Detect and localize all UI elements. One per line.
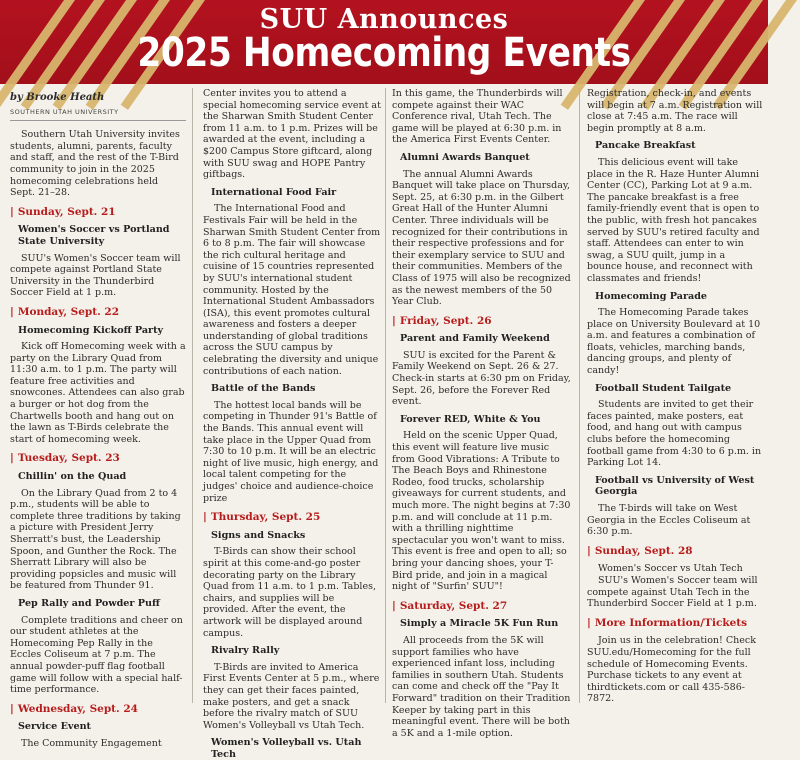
day-heading: | More Information/Tickets xyxy=(587,616,748,629)
day-heading-label: Wednesday, Sept. 24 xyxy=(17,702,138,715)
event-title: Women's Volleyball vs. Utah Tech xyxy=(211,737,362,760)
event-description: The T-birds will take on West Georgia in the Eccles Coliseum at 6:30 p.m. xyxy=(587,503,751,538)
event-title: Homecoming Parade xyxy=(595,290,708,302)
event-title: Alumni Awards Banquet xyxy=(400,151,530,163)
banner-subtitle: SUU Announces xyxy=(259,4,509,35)
event-description: This delicious event will take place in the R. Haze Hunter Alumni Center (CC), Parking Lot at 9 a.m. The pancake breakfast is a free family-friendly event that is open to the public, with fresh hot pancakes served by SUU's retired faculty and staff. Attendees can enter to win swag, a SUU quilt, jump in a bounce house, and reconnect with classmates and friends! xyxy=(587,156,760,284)
day-heading: | Wednesday, Sept. 24 xyxy=(10,702,138,715)
event-title: Service Event xyxy=(18,721,91,733)
column-3 xyxy=(392,88,572,739)
event-description: The International Food and Festivals Fair will be held in the Sharwan Smith Student Center from 6 to 8 p.m. The fair will showcase the rich cultural heritage and cuisine of 15 countries represented by SUU's international student community. Hosted by the International Student Ambassadors (ISA), this event promotes cultural awareness and fosters a deeper understanding of global traditions across the SUU campus by celebrating the diversity and unique contributions of each nation. xyxy=(203,203,381,377)
day-heading-label: Saturday, Sept. 27 xyxy=(399,599,508,612)
event-title: Pancake Breakfast xyxy=(595,140,696,152)
column-divider xyxy=(385,88,386,703)
event-description: SUU's Women's Soccer team will compete against Portland State University in the Thunderbird Soccer Field at 1 p.m. xyxy=(10,252,181,299)
day-heading-label: Tuesday, Sept. 23 xyxy=(17,452,120,465)
event-title: Forever RED, White & You xyxy=(400,413,541,425)
event-title: Signs and Snacks xyxy=(211,529,306,541)
event-title: International Food Fair xyxy=(211,186,337,198)
day-heading-label: Thursday, Sept. 25 xyxy=(210,511,321,524)
event-description: T-Birds are invited to America First Events Center at 5 p.m., where they can get their faces painted, make posters, and get a snack before the rivalry match of SUU Women's Volleyball vs Utah Tech. xyxy=(203,661,380,731)
day-heading-label: Sunday, Sept. 21 xyxy=(17,205,116,218)
event-description: SUU's Women's Soccer team will compete against Utah Tech in the Thunderbird Soccer Field at 1 p.m. xyxy=(587,574,758,610)
day-heading: | Saturday, Sept. 27 xyxy=(392,599,508,612)
byline: by Brooke Heath xyxy=(10,92,105,103)
event-title: Parent and Family Weekend xyxy=(400,333,550,345)
event-description: The hottest local bands will be competing in Thunder 91's Battle of the Bands. This annual event will take place in the Upper Quad from 7:30 to 10 p.m. It will be an electric night of live music, high energy, and local talent competing for the judges' choice and audience-choice prize xyxy=(203,399,379,504)
day-heading: | Thursday, Sept. 25 xyxy=(203,511,321,524)
event-description: Registration, check-in, and events will begin at 7 a.m. Registration will close at 7:45 a.m. The race will begin promptly at 8 a.m. xyxy=(587,88,763,134)
event-title: Rivalry Rally xyxy=(211,645,280,657)
event-description: Center invites you to attend a special homecoming service event at the Sharwan Smith Student Center from 11 a.m. to 1 p.m. Prizes will be awarded at the event, including a $200 Campus Store giftcard, along with SUU swag and HOPE Pantry giftbags. xyxy=(203,88,381,181)
event-title: Football vs University of West Georgia xyxy=(595,474,755,498)
header-banner xyxy=(0,0,768,84)
day-heading-label: Monday, Sept. 22 xyxy=(17,305,120,318)
event-description: Join us in the celebration! Check SUU.edu/Homecoming for the full schedule of Homecoming Events. Purchase tickets to any event at thirdtickets.com or call 435-586-7872. xyxy=(587,635,756,705)
day-heading: | Sunday, Sept. 21 xyxy=(10,205,116,218)
banner-title: 2025 Homecoming Events xyxy=(137,30,631,76)
day-heading-label: Sunday, Sept. 28 xyxy=(594,544,693,557)
event-description: On the Library Quad from 2 to 4 p.m., students will be able to complete three traditions by taking a picture with President Jerry Sherratt's bust, the Leadership Spoon, and Gunther the Rock. The Sherratt Library will also be providing popsicles and music will be featured from Thunder 91. xyxy=(10,487,181,592)
event-description: The Community Engagement xyxy=(21,737,162,749)
event-description: T-Birds can show their school spirit at this come-and-go poster decorating party on the Library Quad from 11 a.m. to 1 p.m. Tables, chairs, and supplies will be provided. After the event, the artwork will be displayed around campus. xyxy=(203,546,376,639)
column-divider xyxy=(579,88,580,703)
column-2 xyxy=(203,88,381,760)
author-affiliation: SOUTHERN UTAH UNIVERSITY xyxy=(10,107,186,122)
column-1 xyxy=(10,88,186,749)
column-4 xyxy=(587,88,763,703)
event-title: Battle of the Bands xyxy=(211,383,316,395)
event-description: Complete traditions and cheer on our student athletes at the Homecoming Pep Rally in the Eccles Coliseum at 7 p.m. The annual powder-puff flag football game will follow with a special half-time performance. xyxy=(10,614,183,696)
day-heading: | Tuesday, Sept. 23 xyxy=(10,452,120,465)
event-title: Football Student Tailgate xyxy=(595,382,732,394)
day-heading-label: More Information/Tickets xyxy=(594,616,748,629)
day-heading-label: Friday, Sept. 26 xyxy=(399,314,492,327)
day-heading: | Sunday, Sept. 28 xyxy=(587,544,693,557)
event-description: The Homecoming Parade takes place on University Boulevard at 10 a.m. and features a combination of floats, vehicles, marching bands, dancing groups, and plenty of candy! xyxy=(587,307,761,377)
event-title: Simply a Miracle 5K Fun Run xyxy=(400,618,559,630)
day-heading: | Friday, Sept. 26 xyxy=(392,314,492,327)
event-title: Chillin' on the Quad xyxy=(18,471,127,483)
column-divider xyxy=(192,88,193,703)
event-description: Students are invited to get their faces painted, make posters, eat food, and hang out with campus clubs before the homecoming football game from 4:30 to 6 p.m. in Parking Lot 14. xyxy=(587,399,762,469)
event-description: All proceeds from the 5K will support families who have experienced infant loss, including families in southern Utah. Students can come and check off the "Pay It Forward" tradition on their Tradition Keeper by taking part in this meaningful event. There will be both a 5K and a 1-mile option. xyxy=(392,634,571,739)
day-heading: | Monday, Sept. 22 xyxy=(10,305,120,318)
event-description: In this game, the Thunderbirds will compete against their WAC Conference rival, Utah Tech. The game will be played at 6:30 p.m. in the America First Events Center. xyxy=(392,88,563,146)
event-description: Held on the scenic Upper Quad, this event will feature live music from Good Vibrations: A Tribute to The Beach Boys and Rhinestone Rodeo, food trucks, scholarship giveaways for current students, and much more. The night begins at 7:30 p.m. and will conclude at 11 p.m. with a thrilling nighttime spectacular you won't want to miss. This event is free and open to all; so bring your dancing shoes, your T-Bird pride, and join in a magical night of "Surfin' SUU"! xyxy=(392,430,571,593)
event-title: Homecoming Kickoff Party xyxy=(18,324,164,336)
intro-paragraph: Southern Utah University invites students, alumni, parents, faculty and staff, and the rest of the T-Bird community to join in the 2025 homecoming celebrations held Sept. 21–28. xyxy=(10,129,180,199)
event-subtitle: Women's Soccer vs Utah Tech xyxy=(598,563,743,575)
event-description: SUU is excited for the Parent & Family Weekend on Sept. 26 & 27. Check-in starts at 6:30 pm on Friday, Sept. 26, before the Forever Red event. xyxy=(392,349,571,408)
event-description: The annual Alumni Awards Banquet will take place on Thursday, Sept. 25, at 6:30 p.m. in the Gilbert Great Hall of the Hunter Alumni Center. Three individuals will be recognized for their contributions in their respective professions and for their exemplary service to SUU and their communities. Members of the Class of 1975 will also be recognized as the newest members of the 50 Year Club. xyxy=(392,168,571,308)
event-title: Pep Rally and Powder Puff xyxy=(18,597,160,609)
article-columns xyxy=(5,88,767,760)
event-title: Women's Soccer vs Portland State University xyxy=(18,224,170,247)
event-description: Kick off Homecoming week with a party on the Library Quad from 11:30 a.m. to 1 p.m. The party will feature free activities and snowcones. Attendees can also grab a burger or hot dog from the Chartwells booth and hang out on the lawn as T-Birds celebrate the start of homecoming week. xyxy=(10,341,186,445)
